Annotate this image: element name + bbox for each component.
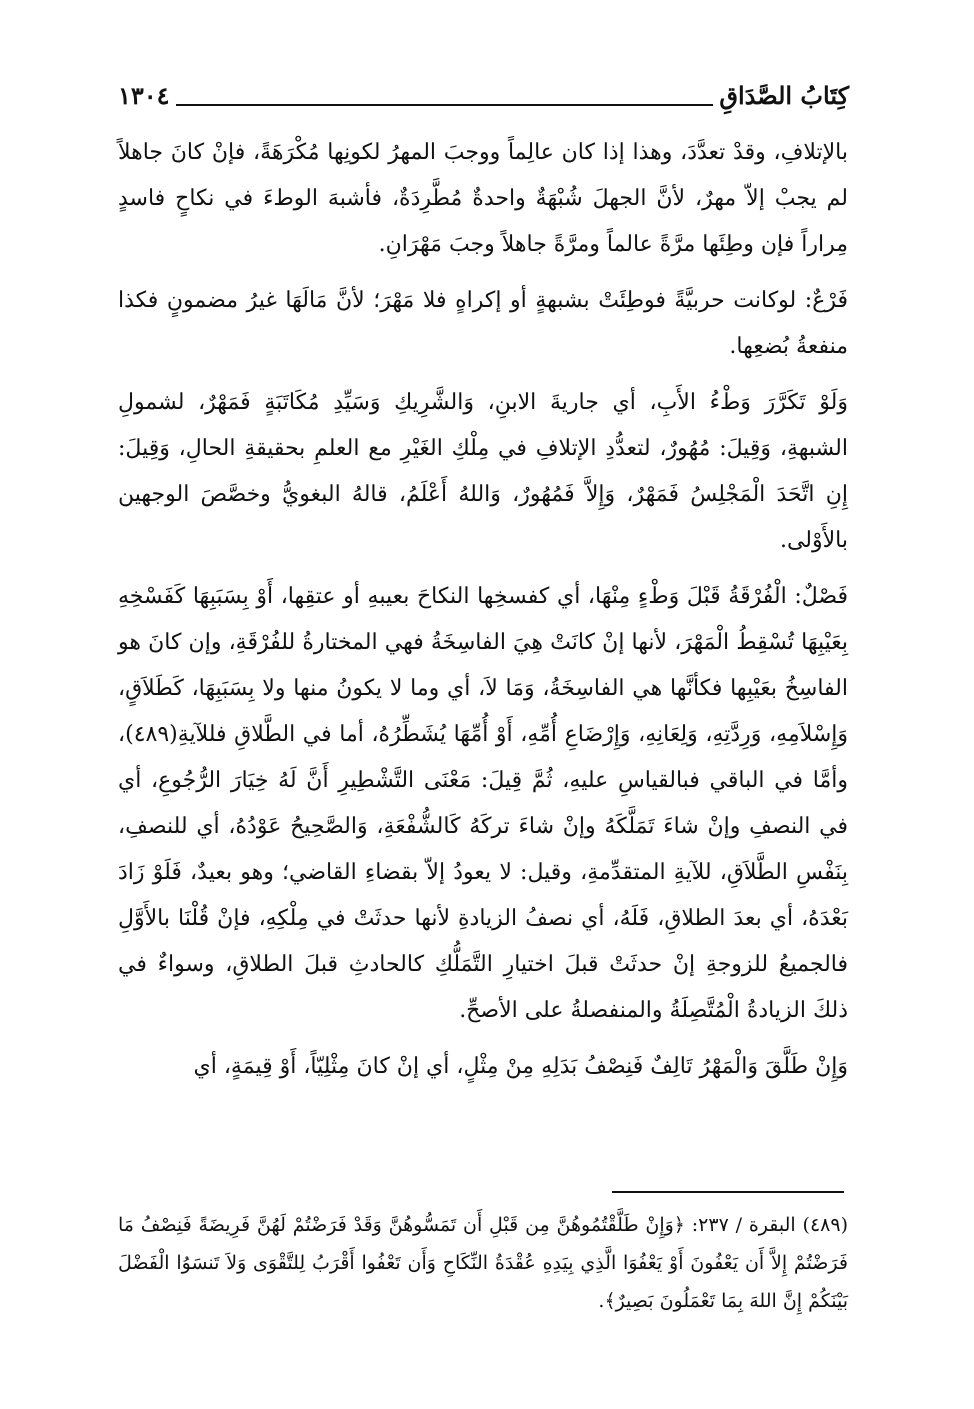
footnote-number: (٤٨٩) <box>802 1214 848 1236</box>
paragraph-1: بالإتلافِ، وقدْ تعدَّدَ، وهذا إذا كان عالِماً ووجبَ المهرُ لكونِها مُكْرَهَةً، فإنْ كانَ جاهلاً لم يجبْ إلاّ مهرٌ، لأنَّ الجهلَ شُبْهَةٌ واحدةٌ مُطَّرِدَةٌ، فأشبهَ الوطءَ في نكاحٍ فاسدٍ مِراراً فإن وطِئَها مرَّةً عالماً ومرَّةً جاهلاً وجبَ مَهْرَانِ. <box>118 140 848 257</box>
header-rule <box>176 104 714 106</box>
paragraph-4: فَصْلٌ: الْفُرْقَةُ قَبْلَ وَطْءٍ مِنْهَا، أي كفسخِها النكاحَ بعيبهِ أو عتقِها، أَوْ بِسَبَبِهَا كَفَسْخِهِ بِعَيْبِهَا تُسْقِطُ الْمَهْرَ، لأنها إنْ كانَتْ هِيَ الفاسِخَةُ فهي المختارةُ للفُرْقَةِ، وإن كانَ هو الفاسِخُ بعَيْبِها فكأنَّها هي الفاسِخَةُ، وَمَا لاَ، أي وما لا يكونُ منها ولا بِسَبَبِهَا، كَطَلاَقٍ، وَإِسْلاَمِهِ، وَرِدَّتِهِ، وَلِعَانِهِ، وَإِرْضَاعِ أُمِّهِ، أَوْ أُمِّهَا يُشَطِّرُهُ، أما في الطَّلاقِ فللآيةِ(٤٨٩)، وأمَّا في الباقي فبالقياسِ عليهِ، ثُمَّ قِيلَ: مَعْنَى التَّشْطِيرِ أَنَّ لَهُ خِيَارَ الرُّجُوعِ، أي في النصفِ وإنْ شاءَ تَمَلَّكَهُ وإنْ شاءَ تركَهُ كَالشُّفْعَةِ، وَالصَّحِيحُ عَوْدُهُ، أي للنصفِ، بِنَفْسِ الطَّلاَقِ، للآيةِ المتقدِّمةِ، وقيل: لا يعودُ إلاّ بقضاءِ القاضي؛ وهو بعيدٌ، فَلَوْ زَادَ بَعْدَهُ، أي بعدَ الطلاقِ، فَلَهُ، أي نصفُ الزيادةِ لأنها حدثَتْ في مِلْكِهِ، فإنْ قُلْنَا بالأَوَّلِ فالجميعُ للزوجةِ إنْ حدثَتْ قبلَ اختيارِ التَّمَلُّكِ كالحادثِ قبلَ الطلاقِ، وسواءٌ في ذلكَ الزيادةُ الْمُتَّصِلَةُ والمنفصلةُ على الأصحِّ. <box>118 584 849 1023</box>
book-title: كِتَابُ الصَّدَاقِ <box>719 81 849 110</box>
paragraph-5: وَإِنْ طَلَّقَ وَالْمَهْرُ تَالِفٌ فَنِصْفُ بَدَلِهِ مِنْ مِثْلٍ، أي إنْ كانَ مِثْلِيّاً، أَوْ قِيمَةٍ، أي <box>193 1054 848 1079</box>
footnote-reference: البقرة / ٢٣٧: <box>691 1214 796 1236</box>
paragraph-2: فَرْعٌ: لوكانت حربيَّةً فوطِئَتْ بشبهةٍ أو إكراهٍ فلا مَهْرَ؛ لأنَّ مَالَهَا غيرُ مضمونٍ فكذا منفعةُ بُضعِها. <box>118 288 848 359</box>
footnote-separator <box>612 1191 844 1193</box>
footnote <box>118 1206 848 1320</box>
running-header <box>118 78 849 108</box>
main-text <box>118 130 848 1100</box>
paragraph-3: وَلَوْ تَكَرَّرَ وَطْءُ الأَبِ، أي جاريةَ الابنِ، وَالشَّرِيكِ وَسَيِّدِ مُكَاتَبَةٍ فَمَهْرٌ، لشمولِ الشبهةِ، وَقِيلَ: مُهُورٌ، لتعدُّدِ الإتلافِ في مِلْكِ الغَيْرِ مع العلمِ بحقيقةِ الحالِ، وَقِيلَ: إِنِ اتَّحَدَ الْمَجْلِسُ فَمَهْرٌ، وَإِلاَّ فَمُهُورٌ، وَاللهُ أَعْلَمُ، قالهُ البغويُّ وخصَّصَ الوجهين بالأَوْلى. <box>118 390 849 553</box>
footnote-text: ﴿وَإِنْ طَلَّقْتُمُوهُنَّ مِن قَبْلِ أَن تَمَسُّوهُنَّ وَقَدْ فَرَضْتُمْ لَهُنَّ فَرِيضَةً فَنِصْفُ مَا فَرَضْتُمْ إِلاَّ أَن يَعْفُونَ أَوْ يَعْفُوَا الَّذِي بِيَدِهِ عُقْدَةُ النِّكَاحِ وَأَن تَعْفُوا أَقْرَبُ لِلتَّقْوَى وَلاَ تَنسَوُا الْفَضْلَ بَيْنَكُمْ إِنَّ اللهَ بِمَا تَعْمَلُونَ بَصِيرٌ﴾. <box>118 1214 848 1312</box>
page-number: ١٣٠٤ <box>118 81 170 110</box>
